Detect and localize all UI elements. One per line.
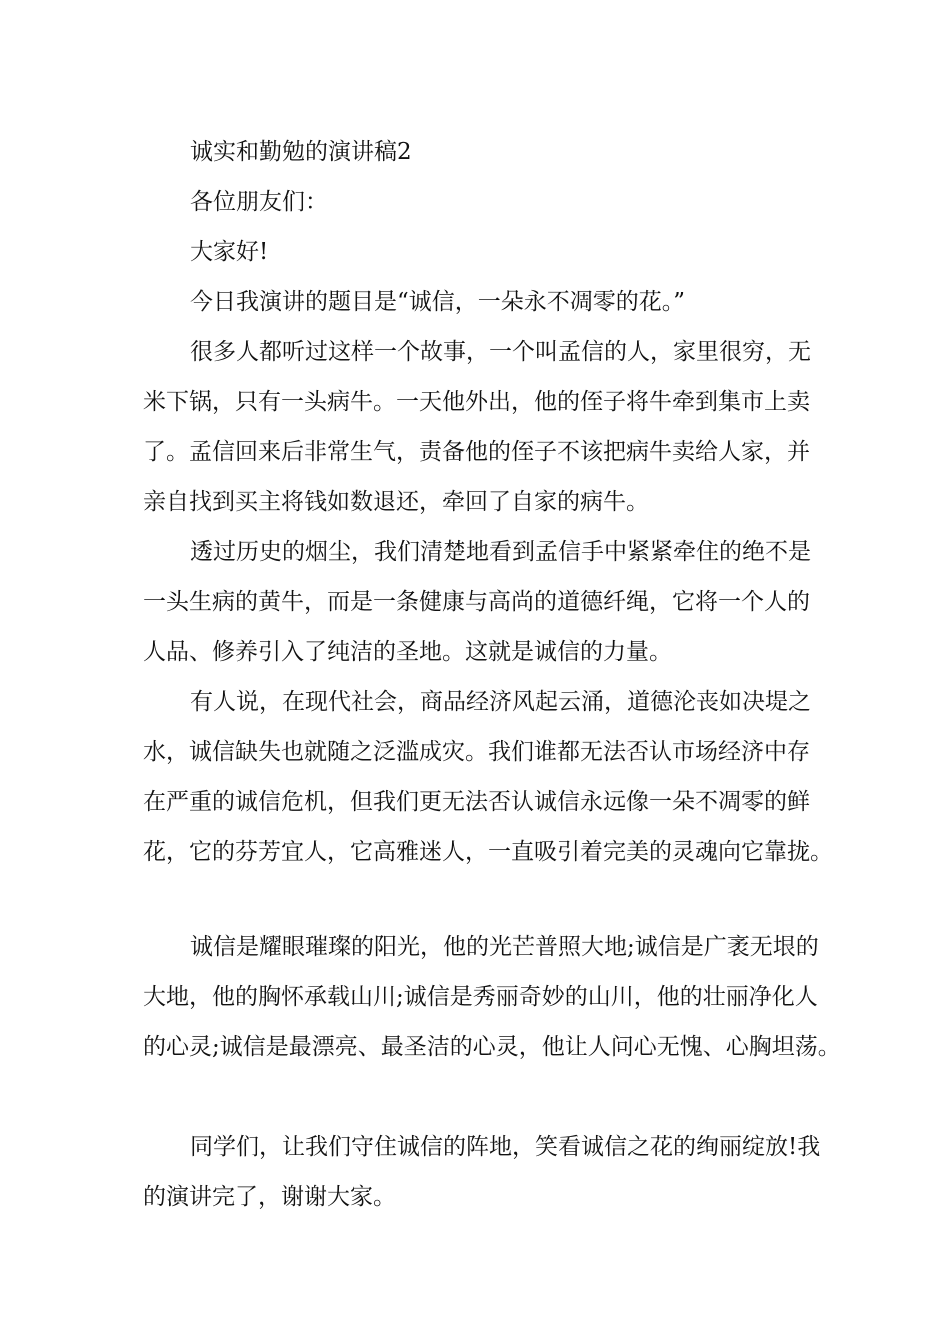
paragraph-line: 一头生病的黄牛，而是一条健康与高尚的道德纤绳，它将一个人的 <box>143 589 810 615</box>
paragraph-line: 花，它的芬芳宜人，它高雅迷人，一直吸引着完美的灵魂向它靠拢。 <box>143 839 833 865</box>
greeting: 大家好! <box>190 239 269 265</box>
paragraph-line: 在严重的诚信危机，但我们更无法否认诚信永远像一朵不凋零的鲜 <box>143 789 810 815</box>
paragraph-line: 大地，他的胸怀承载山川;诚信是秀丽奇妙的山川，他的壮丽净化人 <box>143 984 818 1010</box>
paragraph-line: 同学们，让我们守住诚信的阵地，笑看诚信之花的绚丽绽放!我 <box>190 1134 821 1160</box>
paragraph-line: 米下锅，只有一头病牛。一天他外出，他的侄子将牛牵到集市上卖 <box>143 389 810 415</box>
paragraph-line: 了。孟信回来后非常生气，责备他的侄子不该把病牛卖给人家，并 <box>143 439 810 465</box>
salutation: 各位朋友们： <box>190 189 328 215</box>
speech-topic: 今日我演讲的题目是“诚信，一朵永不凋零的花。” <box>190 289 686 315</box>
paragraph-line: 很多人都听过这样一个故事，一个叫孟信的人，家里很穷，无 <box>190 339 811 365</box>
paragraph-line: 透过历史的烟尘，我们清楚地看到孟信手中紧紧牵住的绝不是 <box>190 539 811 565</box>
paragraph-line: 水，诚信缺失也就随之泛滥成灾。我们谁都无法否认市场经济中存 <box>143 739 810 765</box>
paragraph-line: 人品、修养引入了纯洁的圣地。这就是诚信的力量。 <box>143 639 672 665</box>
paragraph-line: 亲自找到买主将钱如数退还，牵回了自家的病牛。 <box>143 489 649 515</box>
paragraph-line: 的演讲完了，谢谢大家。 <box>143 1184 396 1210</box>
paragraph-line: 的心灵;诚信是最漂亮、最圣洁的心灵，他让人问心无愧、心胸坦荡。 <box>143 1034 841 1060</box>
document-title: 诚实和勤勉的演讲稿2 <box>190 139 412 165</box>
paragraph-line: 有人说，在现代社会，商品经济风起云涌，道德沦丧如决堤之 <box>190 689 811 715</box>
paragraph-line: 诚信是耀眼璀璨的阳光，他的光芒普照大地;诚信是广袤无垠的 <box>190 934 819 960</box>
